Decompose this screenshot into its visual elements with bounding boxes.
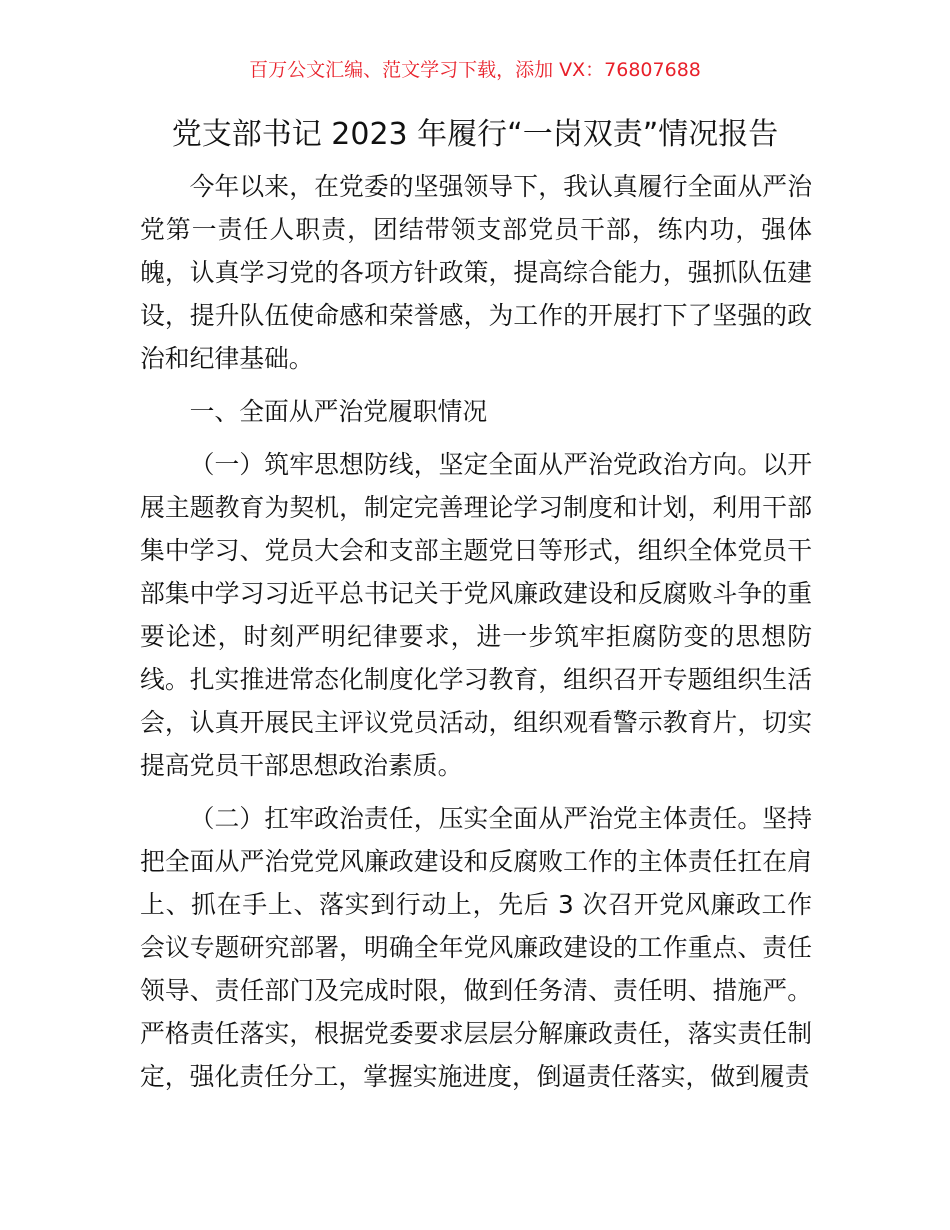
section-heading: 一、全面从严治党履职情况 bbox=[189, 397, 488, 426]
document-body bbox=[140, 165, 812, 1108]
intro-paragraph: 今年以来，在党委的坚强领导下，我认真履行全面从严治党第一责任人职责，团结带领支部党员干部，练内功，强体魄，认真学习党的各项方针政策，提高综合能力，强抓队伍建设，提升队伍使命感和荣誉感，为工作的开展打下了坚强的政治和纪律基础。 bbox=[140, 172, 812, 373]
header-note: 百万公文汇编、范文学习下载，添加 VX：76807688 bbox=[249, 59, 701, 81]
subsection-paragraph-2: （二）扛牢政治责任，压实全面从严治党主体责任。坚持把全面从严治党党风廉政建设和反腐败工作的主体责任扛在肩上、抓在手上、落实到行动上，先后 3 次召开党风廉政工作会议专题研究部署，明确全年党风廉政建设的工作重点、责任领导、责任部门及完成时限，做到任务清、责任明、措施严。严格责任落实，根据党委要求层层分解廉政责任，落实责任制定，强化责任分工，掌握实施进度，倒逼责任落实，做到履责 bbox=[140, 804, 812, 1091]
document-title: 党支部书记 2023 年履行“一岗双责”情况报告 bbox=[171, 117, 779, 152]
subsection-paragraph-1: （一）筑牢思想防线，坚定全面从严治党政治方向。以开展主题教育为契机，制定完善理论学习制度和计划，利用干部集中学习、党员大会和支部主题党日等形式，组织全体党员干部集中学习习近平总书记关于党风廉政建设和反腐败斗争的重要论述，时刻严明纪律要求，进一步筑牢拒腐防变的思想防线。扎实推进常态化制度化学习教育，组织召开专题组织生活会，认真开展民主评议党员活动，组织观看警示教育片，切实提高党员干部思想政治素质。 bbox=[140, 450, 812, 780]
